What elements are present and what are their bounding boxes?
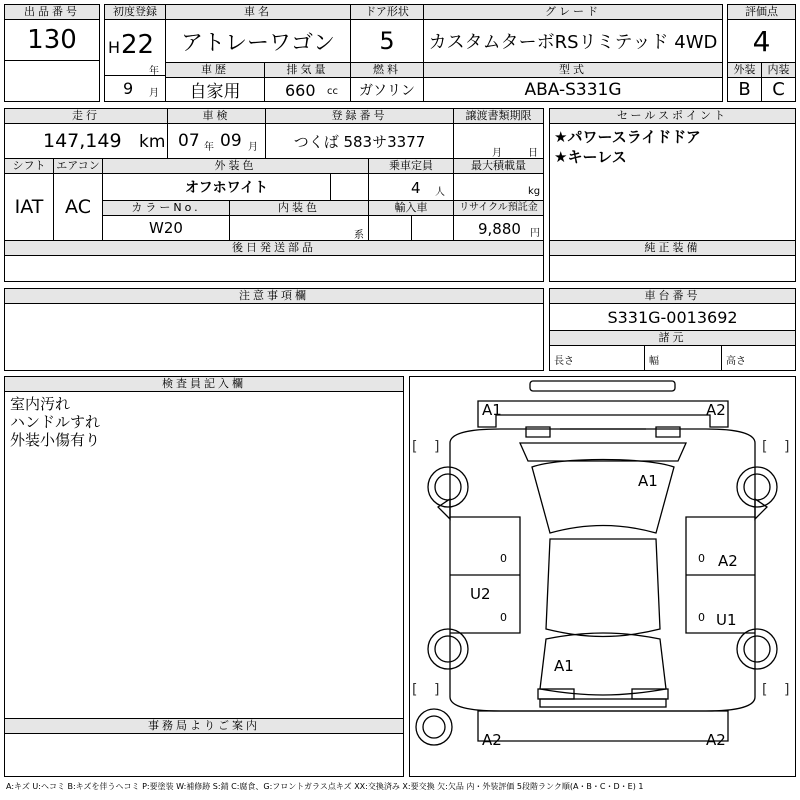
car-name-value: アトレーワゴン: [165, 19, 351, 63]
mileage-header: 走行: [4, 108, 168, 124]
inspection-cell: [167, 123, 266, 159]
inspection-year: 07: [178, 131, 200, 151]
zero-marker: 0: [698, 552, 705, 565]
bracket-close: ]: [784, 682, 790, 698]
model-header: 型式: [423, 62, 723, 78]
import-header: 輸入車: [368, 200, 454, 216]
interior-header: 内装: [761, 62, 796, 78]
plate-value: つくば 583サ3377: [265, 123, 454, 159]
bracket-close: ]: [784, 439, 790, 455]
office-header: 事務局よりご案内: [4, 718, 404, 734]
first-reg-year: 22: [121, 30, 155, 60]
car-name-header: 車名: [165, 4, 351, 20]
month-unit: 月: [149, 88, 159, 99]
bracket-close: ]: [434, 682, 440, 698]
capacity-cell: [368, 173, 454, 201]
spec-length: 長さ: [549, 345, 645, 371]
sales-points-header: セールスポイント: [549, 108, 796, 124]
damage-hood: A1: [638, 472, 658, 490]
damage-front-left: A1: [482, 401, 502, 419]
zero-marker: 0: [500, 611, 507, 624]
spec-width: 幅: [644, 345, 722, 371]
exterior-value: B: [727, 77, 762, 102]
inspector-comment: ハンドルすれ: [10, 413, 101, 431]
first-reg-year-cell: [104, 19, 166, 76]
color-no-value: W20: [102, 215, 230, 241]
transfer-day-unit: 日: [528, 148, 538, 159]
sales-point-item: ★キーレス: [554, 148, 627, 166]
transfer-month-unit: 月: [492, 148, 502, 159]
ext-color-header: 外装色: [102, 158, 369, 174]
inspector-comment: 室内汚れ: [10, 395, 71, 413]
door-value: 5: [350, 19, 424, 63]
inspection-header: 車検: [167, 108, 266, 124]
inspector-header: 検査員記入欄: [4, 376, 404, 392]
sales-points-box: [549, 123, 796, 241]
chassis-header: 車台番号: [549, 288, 796, 304]
damage-right-front-door: A2: [718, 552, 738, 570]
load-unit: kg: [528, 186, 541, 197]
transfer-header: 譲渡書類期限: [453, 108, 544, 124]
bracket-open: [: [762, 682, 768, 698]
fuel-value: ガソリン: [350, 77, 424, 102]
score-header: 評価点: [727, 4, 796, 20]
bracket-open: [: [412, 439, 418, 455]
genuine-box: [549, 255, 796, 282]
import-value-a: [368, 215, 412, 241]
bracket-close: ]: [434, 439, 440, 455]
history-header: 車歴: [165, 62, 265, 78]
transfer-cell: [453, 123, 544, 159]
car-outline: [410, 377, 795, 776]
damage-front-right: A2: [706, 401, 726, 419]
ac-value: AC: [53, 173, 103, 241]
model-value: ABA-S331G: [423, 77, 723, 102]
damage-right-rear-door: U1: [716, 611, 737, 629]
legend-text: A:キズ U:ヘコミ B:キズを伴うヘコミ P:要塗装 W:補修跡 S:錆 C:腐食、G:フロントガラス点キズ XX:交換済み X:要交換 欠:欠品 内・外装評価 5段階ランク順(A・B・C・D・E) 1: [6, 782, 644, 791]
int-color-unit: 系: [354, 230, 364, 241]
displacement-value: 660: [285, 81, 316, 100]
door-header: ドア形状: [350, 4, 424, 20]
int-color-cell: [229, 215, 369, 241]
later-parts-box: [4, 255, 544, 282]
grade-header: グレード: [423, 4, 723, 20]
grade-value: カスタムターボRSリミテッド 4WD: [423, 19, 723, 63]
load-cell: [453, 173, 544, 201]
spec-height: 高さ: [721, 345, 796, 371]
displacement-header: 排気量: [264, 62, 351, 78]
inspection-year-unit: 年: [204, 142, 214, 153]
shift-header: シフト: [4, 158, 54, 174]
zero-marker: 0: [500, 552, 507, 565]
damage-left-mid: U2: [470, 585, 491, 603]
fuel-header: 燃料: [350, 62, 424, 78]
inspection-month-unit: 月: [248, 142, 258, 153]
lot-no-blank: [4, 60, 100, 102]
interior-value: C: [761, 77, 796, 102]
mileage-value: 147,149: [43, 130, 122, 152]
plate-header: 登録番号: [265, 108, 454, 124]
mileage-unit: km: [139, 132, 166, 152]
displacement-cell: [264, 77, 351, 102]
era-letter: H: [108, 38, 121, 57]
later-parts-header: 後日発送部品: [4, 240, 544, 256]
capacity-unit: 人: [435, 187, 445, 198]
sales-point-item: ★パワースライドドア: [554, 128, 701, 146]
import-value-b: [411, 215, 454, 241]
recycle-value: 9,880: [478, 220, 521, 238]
history-value: 自家用: [165, 77, 265, 102]
exterior-header: 外装: [727, 62, 762, 78]
first-reg-month-cell: [104, 75, 166, 102]
recycle-header: リサイクル預託金: [453, 200, 544, 216]
inspector-comments: [4, 391, 404, 719]
genuine-header: 純正装備: [549, 240, 796, 256]
displacement-unit: cc: [327, 86, 338, 97]
first-reg-month: 9: [123, 79, 134, 98]
specs-header: 諸元: [549, 330, 796, 346]
recycle-unit: 円: [530, 228, 540, 239]
office-box: [4, 733, 404, 777]
ac-header: エアコン: [53, 158, 103, 174]
score-value: 4: [727, 19, 796, 63]
recycle-cell: [453, 215, 544, 241]
capacity-header: 乗車定員: [368, 158, 454, 174]
lot-no-header: 出品番号: [4, 4, 100, 20]
bracket-open: [: [762, 439, 768, 455]
chassis-value: S331G-0013692: [549, 303, 796, 331]
inspector-comment: 外装小傷有り: [10, 431, 101, 449]
int-color-header: 内装色: [229, 200, 369, 216]
damage-rear-left: A2: [482, 731, 502, 749]
year-unit: 年: [149, 66, 159, 76]
zero-marker: 0: [698, 611, 705, 624]
notes-box: [4, 303, 544, 371]
first-reg-header: 初度登録: [104, 4, 166, 20]
ext-color-blank: [330, 173, 369, 201]
lot-no-value: 130: [4, 19, 100, 61]
capacity-value: 4: [411, 179, 421, 197]
damage-roof: A1: [554, 657, 574, 675]
notes-header: 注意事項欄: [4, 288, 544, 304]
ext-color-value: オフホワイト: [102, 173, 331, 201]
color-no-header: カラーNo.: [102, 200, 230, 216]
load-header: 最大積載量: [453, 158, 544, 174]
car-diagram: [409, 376, 796, 777]
inspection-month: 09: [220, 131, 242, 151]
bracket-open: [: [412, 682, 418, 698]
shift-value: IAT: [4, 173, 54, 241]
damage-rear-right: A2: [706, 731, 726, 749]
mileage-cell: [4, 123, 168, 159]
